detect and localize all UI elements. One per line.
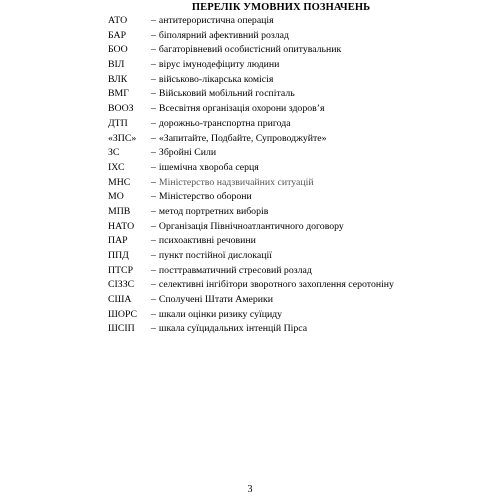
dash-separator: – <box>151 161 156 173</box>
dash-separator: – <box>151 117 156 129</box>
list-item <box>108 249 488 264</box>
list-item <box>108 190 488 205</box>
list-item <box>108 220 488 235</box>
definition: селективні інгібітори зворотного захоплення серотоніну <box>158 279 394 291</box>
dash-separator: – <box>151 88 156 100</box>
dash-separator: – <box>151 15 156 26</box>
abbreviation: ВІЛ <box>108 59 125 71</box>
abbreviation: ШСІП <box>108 323 135 335</box>
definition: дорожньо-транспортна пригода <box>158 117 291 129</box>
abbreviation: ДТП <box>108 117 128 129</box>
dash-separator: – <box>151 323 156 335</box>
dash-separator: – <box>151 235 156 247</box>
list-item <box>108 205 488 220</box>
list-item <box>108 176 488 191</box>
list-item <box>108 58 488 73</box>
list-item <box>108 293 488 308</box>
list-item <box>108 278 488 293</box>
definition: шкала суїцидальних інтенцій Пірса <box>158 323 308 335</box>
abbreviation: ВЛК <box>108 73 128 85</box>
dash-separator: – <box>151 250 156 261</box>
dash-separator: – <box>151 191 156 203</box>
dash-separator: – <box>151 147 156 159</box>
list-item <box>108 234 488 249</box>
dash-separator: – <box>151 73 156 85</box>
list-item <box>108 87 488 102</box>
abbreviation: ВМГ <box>108 88 129 100</box>
definition: Сполучені Штати Америки <box>158 294 274 306</box>
abbreviation: ППД <box>108 250 129 261</box>
definition: «Запитайте, Подбайте, Супроводжуйте» <box>158 132 327 144</box>
abbreviation: ВООЗ <box>108 103 134 115</box>
definition: біполярний афективний розлад <box>158 29 289 41</box>
dash-separator: – <box>151 308 156 320</box>
abbreviation: «ЗПС» <box>108 132 137 144</box>
abbreviation: БАР <box>108 29 127 41</box>
definition: Міністерство надзвичайних ситуацій <box>158 176 314 188</box>
definition: Всесвітня організація охорони здоров’я <box>158 103 325 115</box>
list-item <box>108 14 488 29</box>
list-item <box>108 29 488 44</box>
abbreviation: АТО <box>108 15 128 26</box>
dash-separator: – <box>151 220 156 232</box>
dash-separator: – <box>151 132 156 144</box>
definition: Збройні Сили <box>158 147 217 159</box>
page-title: ПЕРЕЛІК УМОВНИХ ПОЗНАЧЕНЬ <box>191 2 371 13</box>
dash-separator: – <box>151 103 156 115</box>
abbreviation: ШОРС <box>108 308 138 320</box>
abbreviation: СІЗЗС <box>108 279 135 291</box>
dash-separator: – <box>151 264 156 276</box>
dash-separator: – <box>151 44 156 56</box>
definition: метод портретних виборів <box>158 205 269 217</box>
list-item <box>108 161 488 176</box>
dash-separator: – <box>151 29 156 41</box>
definition: пункт постійної дислокації <box>158 250 272 261</box>
list-item <box>108 264 488 279</box>
definition: Організація Північноатлантичного договору <box>158 220 344 232</box>
abbreviation: МНС <box>108 176 131 188</box>
abbreviation: ПАР <box>108 235 128 247</box>
definition: антитерористична операція <box>158 15 274 26</box>
list-item <box>108 117 488 132</box>
definition: Міністерство оборони <box>158 191 252 203</box>
abbreviation: МО <box>108 191 124 203</box>
dash-separator: – <box>151 279 156 291</box>
definition: посттравматичний стресовий розлад <box>158 264 312 276</box>
list-item <box>108 43 488 58</box>
abbreviation: НАТО <box>108 220 135 232</box>
definition: Військовий мобільний госпіталь <box>158 88 295 100</box>
list-item <box>108 322 488 337</box>
abbreviation: ЗС <box>108 147 120 159</box>
abbreviation: БОО <box>108 44 128 56</box>
abbreviation: США <box>108 294 132 306</box>
definition: військово-лікарська комісія <box>158 73 274 85</box>
page-number: 3 <box>247 484 253 495</box>
dash-separator: – <box>151 294 156 306</box>
list-item <box>108 73 488 88</box>
abbreviation: ПТСР <box>108 264 134 276</box>
definition: шкали оцінки ризику суїциду <box>158 308 283 320</box>
abbreviation: ІХС <box>108 161 125 173</box>
dash-separator: – <box>151 205 156 217</box>
abbreviation-list <box>108 14 488 337</box>
definition: вірус імунодефіциту людини <box>158 59 280 71</box>
list-item <box>108 102 488 117</box>
dash-separator: – <box>151 176 156 188</box>
abbreviation: МПВ <box>108 205 131 217</box>
definition: ішемічна хвороба серця <box>158 161 259 173</box>
dash-separator: – <box>151 59 156 71</box>
definition: психоактивні речовини <box>158 235 256 247</box>
list-item <box>108 308 488 323</box>
list-item <box>108 146 488 161</box>
definition: багаторівневий особистісний опитувальник <box>158 44 342 56</box>
list-item <box>108 132 488 147</box>
